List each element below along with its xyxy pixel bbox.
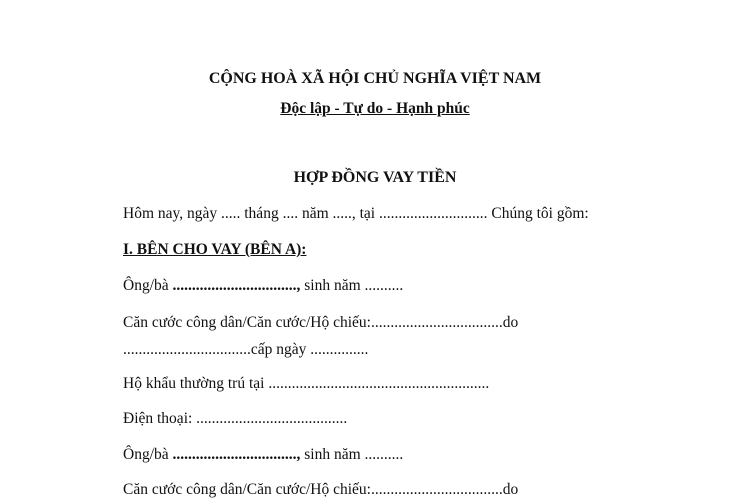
person-1-issued-line: .................................cấp ngày ............... bbox=[123, 341, 369, 358]
document-title: HỢP ĐỒNG VAY TIỀN bbox=[293, 169, 457, 186]
person-1-name-blank: ................................, bbox=[172, 277, 301, 294]
person-1-name-line bbox=[123, 276, 403, 296]
national-title: CỘNG HOÀ XÃ HỘI CHỦ NGHĨA VIỆT NAM bbox=[208, 70, 542, 87]
person-2-name-line bbox=[123, 445, 403, 465]
person-1-phone: Điện thoại: ....................................... bbox=[123, 410, 348, 427]
person-2-birth: sinh năm .......... bbox=[300, 446, 404, 463]
person-2-name-blank: ................................, bbox=[172, 446, 301, 463]
person-2-id-line: Căn cước công dân/Căn cước/Hộ chiếu:..................................do bbox=[123, 481, 519, 498]
person-1-id-line: Căn cước công dân/Căn cước/Hộ chiếu:..................................do bbox=[123, 314, 519, 331]
person-2-label: Ông/bà bbox=[123, 446, 173, 463]
intro-line: Hôm nay, ngày ..... tháng .... năm ....., tại ............................ Chúng tôi gồm: bbox=[123, 205, 589, 222]
section-a-heading: I. BÊN CHO VAY (BÊN A): bbox=[123, 241, 307, 258]
person-1-label: Ông/bà bbox=[123, 277, 173, 294]
motto: Độc lập - Tự do - Hạnh phúc bbox=[280, 100, 470, 117]
person-1-residence: Hộ khẩu thường trú tại ......................................................... bbox=[123, 375, 490, 392]
person-1-birth: sinh năm .......... bbox=[300, 277, 404, 294]
